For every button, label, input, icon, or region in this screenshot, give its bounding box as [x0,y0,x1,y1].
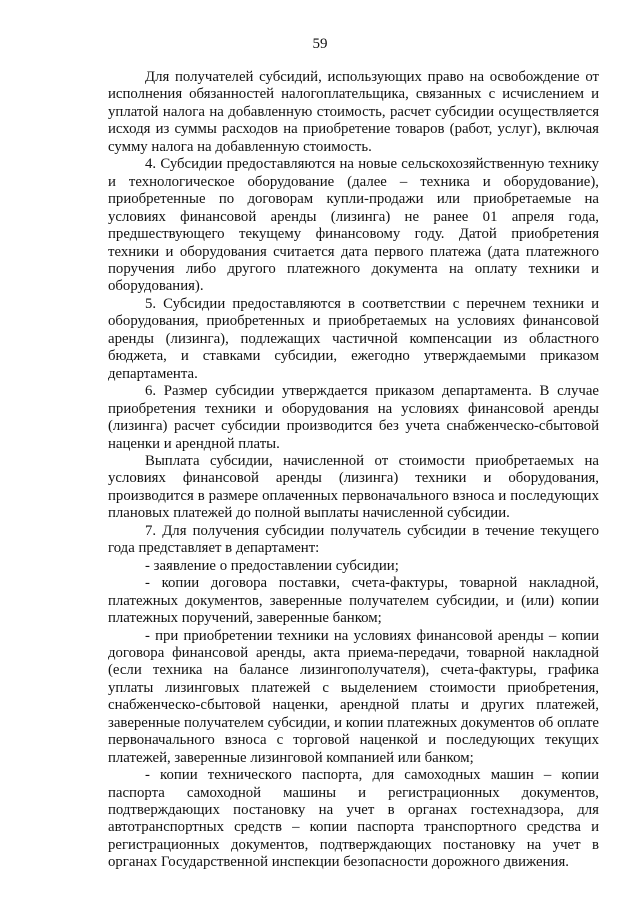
paragraph-vat-exemption: Для получателей субсидий, использующих право на освобождение от исполнения обязанностей налогоплательщика, связанных с исчислением и уплатой налога на добавленную стоимость, расчет субсидии осуществляется исходя из суммы расходов на приобретение товаров (работ, услуг), включая сумму налога на добавленную стоимость. [108,69,599,155]
paragraph-6: 6. Размер субсидии утверждается приказом департамента. В случае приобретения техники и оборудования на условиях финансовой аренды (лизинга) расчет субсидии производится без учета снабженческо-сбытовой наценки и арендной платы. [108,383,599,452]
list-item: - при приобретении техники на условиях финансовой аренды – копии договора финансовой аренды, акта приема-передачи, товарной накладной (если техника на балансе лизингополучателя), счета-фактуры, графика уплаты лизинговых платежей с выделением стоимости приобретения, снабженческо-сбытовой наценки, арендной платы и других платежей, заверенные получателем субсидии, и копии платежных документов об оплате первоначального взноса с торговой наценкой и последующих текущих платежей, заверенные лизинговой компанией или банком; [108,627,599,766]
paragraph-7: 7. Для получения субсидии получатель субсидии в течение текущего года представляет в департамент: [108,522,599,557]
list-item: - копии технического паспорта, для самоходных машин – копии паспорта самоходной машины и регистрационных документов, подтверждающих постановку на учет в органах гостехнадзора, для автотранспортных средств – копии паспорта транспортного средства и регистрационных документов, подтверждающих постановку на учет в органах Государственной инспекции безопасности дорожного движения. [108,767,599,871]
page-number: 59 [312,36,328,52]
paragraph-subsidy-payment: Выплата субсидии, начисленной от стоимости приобретаемых на условиях финансовой аренды (лизинга) техники и оборудования, производится в размере оплаченных первоначального взноса и последующих плановых платежей до полной выплаты начисленной субсидии. [108,452,599,522]
list-item: - заявление о предоставлении субсидии; [145,557,399,574]
paragraph-5: 5. Субсидии предоставляются в соответствии с перечнем техники и оборудования, приобретенных и приобретаемых на условиях финансовой аренды (лизинга), подлежащих частичной компенсации из областного бюджета, и ставками субсидии, ежегодно утверждаемыми приказом департамента. [108,295,599,382]
paragraph-4: 4. Субсидии предоставляются на новые сельскохозяйственную технику и технологическое оборудование (далее – техника и оборудование), приобретенные по договорам купли-продажи или приобретаемые на условиях финансовой аренды (лизинга) не ранее 01 апреля года, предшествующего текущему финансовому году. Датой приобретения техники и оборудования считается дата первого платежа (дата платежного поручения либо другого платежного документа на оплату техники и оборудования). [108,156,599,295]
document-body [108,69,599,872]
list-item: - копии договора поставки, счета-фактуры, товарной накладной, платежных документов, заверенные получателем субсидии, и (или) копии платежных поручений, заверенные банком; [108,575,599,627]
